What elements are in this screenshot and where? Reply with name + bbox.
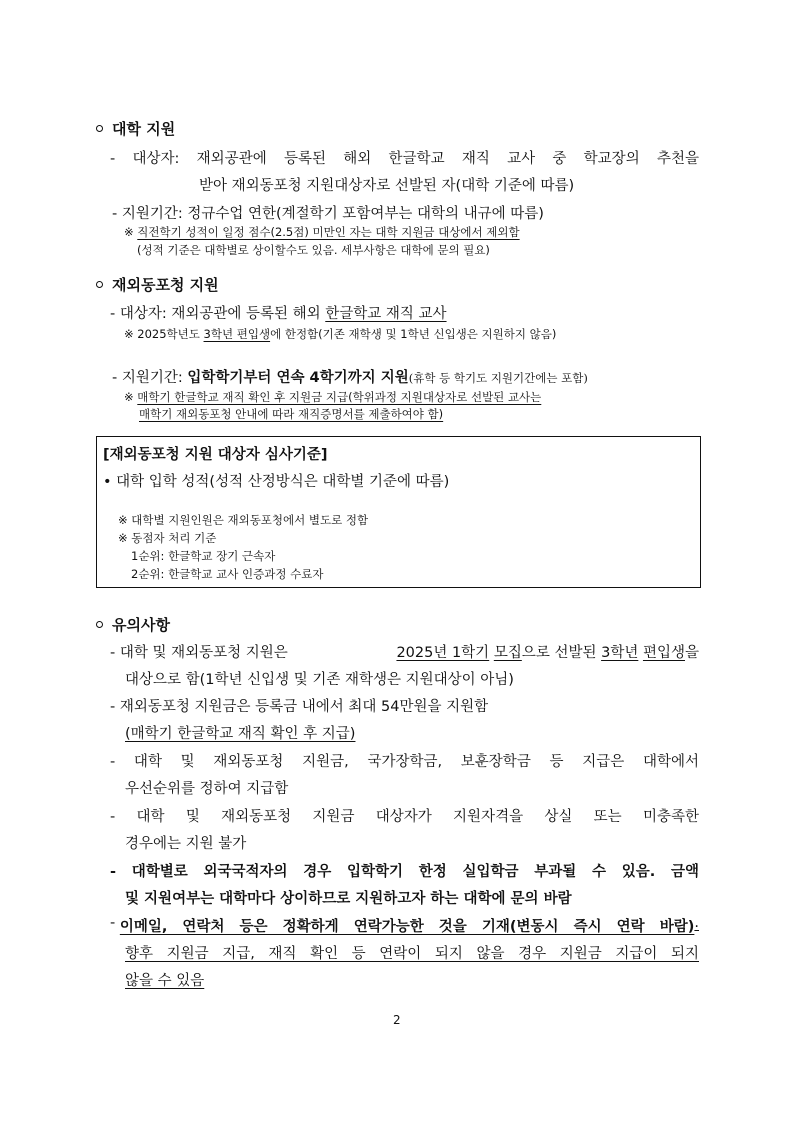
- caution-item4-line2: 경우에는 지원 불가: [125, 836, 247, 852]
- criteria-note2: ※ 동점자 처리 기준: [118, 531, 217, 545]
- caution-item3-line2: 우선순위를 정하여 지급함: [125, 781, 289, 797]
- caution-item2-line1: - 재외동포청 지원금은 등록금 내에서 최대 54만원을 지원함: [110, 699, 489, 715]
- criteria-rank1: 1순위: 한글학교 장기 근속자: [131, 549, 276, 563]
- caution-item2-line2: (매학기 한글학교 재직 확인 후 지급): [125, 726, 356, 742]
- oka-target: - 대상자: 재외공관에 등록된 해외 한글학교 재직 교사: [110, 306, 447, 322]
- circle-bullet-icon: [96, 125, 103, 132]
- page-number: 2: [393, 1013, 401, 1027]
- caution-item1-line1: - 대학 및 재외동포청 지원은 2025년 1학기 모집으로 선발된 3학년 편입생을: [110, 645, 699, 661]
- criteria-note1: ※ 대학별 지원인원은 재외동포청에서 별도로 정함: [118, 513, 369, 527]
- caution-item6-line3: 않을 수 있음: [125, 973, 205, 989]
- circle-bullet-icon: [96, 621, 103, 628]
- section-oka-title: 재외동포청 지원: [96, 274, 219, 295]
- oka-note: ※ 2025학년도 3학년 편입생에 한정함(기존 재학생 및 1학년 신입생은 지원하지 않음): [124, 327, 557, 341]
- criteria-item: • 대학 입학 성적(성적 산정방식은 대학별 기준에 따름): [103, 474, 450, 490]
- univ-target-line1: - 대상자: 재외공관에 등록된 해외 한글학교 재직 교사 중 학교장의 추천을: [110, 151, 699, 167]
- univ-period: - 지원기간: 정규수업 연한(계절학기 포함여부는 대학의 내규에 따름): [112, 206, 544, 222]
- caution-item1-line2: 대상으로 함(1학년 신입생 및 기존 재학생은 지원대상이 아님): [125, 672, 514, 688]
- univ-note-1: ※ 직전학기 성적이 일정 점수(2.5점) 미만인 자는 대학 지원금 대상에서 제외함: [124, 225, 520, 239]
- section-univ-title: 대학 지원: [96, 118, 175, 139]
- caution-item3-line1: - 대학 및 재외동포청 지원금, 국가장학금, 보훈장학금 등 지급은 대학에서: [110, 754, 699, 770]
- oka-note2-line1: ※ 매학기 한글학교 재직 확인 후 지원금 지급(학위과정 지원대상자로 선발된 교사는: [124, 390, 542, 404]
- oka-period: - 지원기간: 입학학기부터 연속 4학기까지 지원(휴학 등 학기도 지원기간에는 포함): [112, 370, 588, 386]
- criteria-rank2: 2순위: 한글학교 교사 인증과정 수료자: [131, 567, 324, 581]
- section-caution-title: 유의사항: [96, 614, 170, 635]
- caution-item5-line2: 및 지원여부는 대학마다 상이하므로 지원하고자 하는 대학에 문의 바람: [125, 891, 572, 907]
- criteria-title: [재외동포청 지원 대상자 심사기준]: [103, 447, 328, 463]
- univ-target-line2: 받아 재외동포청 지원대상자로 선발된 자(대학 기준에 따름): [199, 178, 575, 194]
- circle-bullet-icon: [96, 281, 103, 288]
- caution-item4-line1: - 대학 및 재외동포청 지원금 대상자가 지원자격을 상실 또는 미충족한: [110, 809, 699, 825]
- caution-item5-line1: - 대학별로 외국국적자의 경우 입학학기 한정 실입학금 부과될 수 있음. 금액: [110, 864, 699, 880]
- caution-item6-line1: - 이메일, 연락처 등은 정확하게 연락가능한 것을 기재(변동시 즉시 연락 바람) .: [110, 915, 699, 935]
- univ-note-2: (성적 기준은 대학별로 상이할수도 있음. 세부사항은 대학에 문의 필요): [137, 243, 490, 257]
- caution-item6-line2: 향후 지원금 지급, 재직 확인 등 연락이 되지 않을 경우 지원금 지급이 되지: [125, 946, 699, 962]
- oka-note2-line2: 매학기 재외동포청 안내에 따라 재직증명서를 제출하여야 함): [139, 407, 444, 421]
